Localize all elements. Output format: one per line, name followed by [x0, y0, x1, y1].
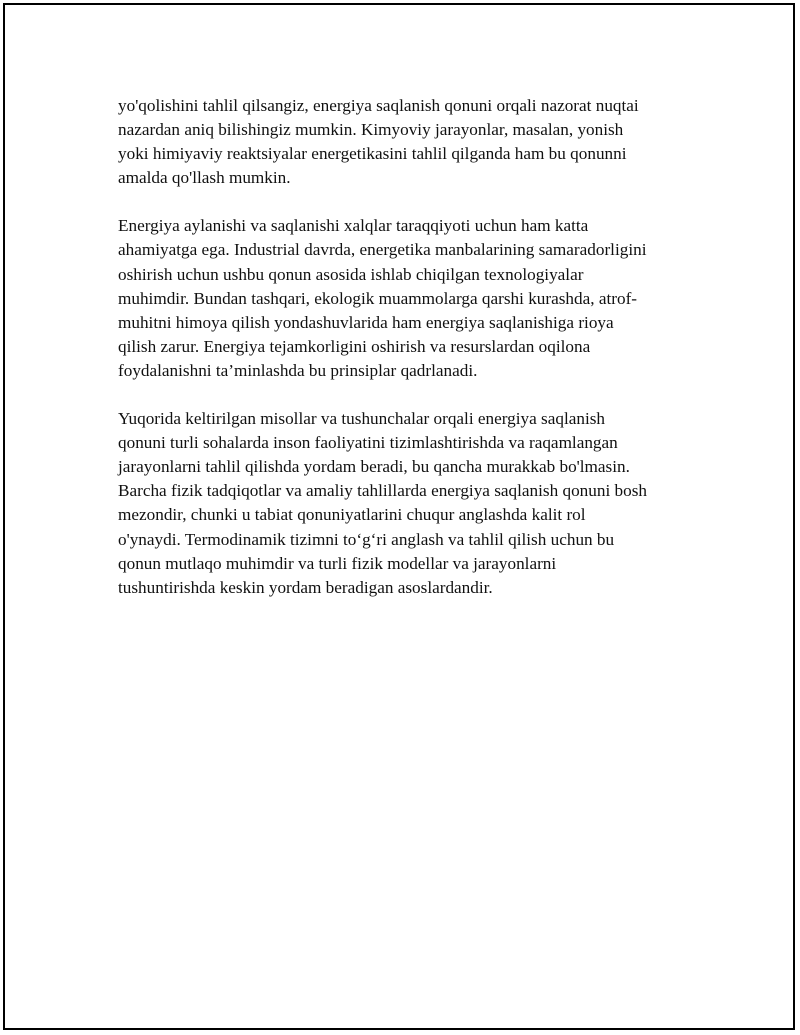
text-line: tushuntirishda keskin yordam beradigan asoslardandir.	[118, 577, 493, 597]
text-line: yo'qolishini tahlil qilsangiz, energiya saqlanish qonuni orqali nazorat nuqtai	[118, 96, 639, 115]
text-line: ahamiyatga ega. Industrial davrda, energetika manbalarining samaradorligini	[118, 240, 647, 260]
text-line: qonun mutlaqo muhimdir va turli fizik modellar va jarayonlarni	[118, 553, 557, 573]
text-line: jarayonlarni tahlil qilishda yordam beradi, bu qancha murakkab bo'lmasin.	[118, 457, 630, 477]
text-line: oshirish uchun ushbu qonun asosida ishlab chiqilgan texnologiyalar	[118, 264, 584, 284]
paragraph-3	[118, 407, 688, 600]
text-line: Energiya aylanishi va saqlanishi xalqlar taraqqiyoti uchun ham katta	[118, 216, 589, 236]
paragraph-2	[118, 214, 688, 383]
text-line: qonuni turli sohalarda inson faoliyatini tizimlashtirishda va raqamlangan	[118, 433, 618, 453]
document-body	[118, 94, 688, 624]
text-line: foydalanishni ta’minlashda bu prinsiplar qadrlanadi.	[118, 360, 478, 380]
text-line: muhimdir. Bundan tashqari, ekologik muammolarga qarshi kurashda, atrof-	[118, 288, 638, 308]
paragraph-1	[118, 94, 688, 190]
text-line: qilish zarur. Energiya tejamkorligini oshirish va resurslardan oqilona	[118, 336, 591, 356]
text-line: Barcha fizik tadqiqotlar va amaliy tahlillarda energiya saqlanish qonuni bosh	[118, 481, 647, 501]
text-line: yoki himiyaviy reaktsiyalar energetikasini tahlil qilganda ham bu qonunni	[118, 144, 627, 164]
text-line: amalda qo'llash mumkin.	[118, 168, 291, 188]
text-line: muhitni himoya qilish yondashuvlarida ham energiya saqlanishiga rioya	[118, 312, 614, 332]
text-line: mezondir, chunki u tabiat qonuniyatlarini chuqur anglashda kalit rol	[118, 505, 586, 525]
text-line: nazardan aniq bilishingiz mumkin. Kimyoviy jarayonlar, masalan, yonish	[118, 120, 624, 140]
text-line: o'ynaydi. Termodinamik tizimni to‘g‘ri anglash va tahlil qilish uchun bu	[118, 529, 615, 549]
text-line: Yuqorida keltirilgan misollar va tushunchalar orqali energiya saqlanish	[118, 409, 606, 429]
